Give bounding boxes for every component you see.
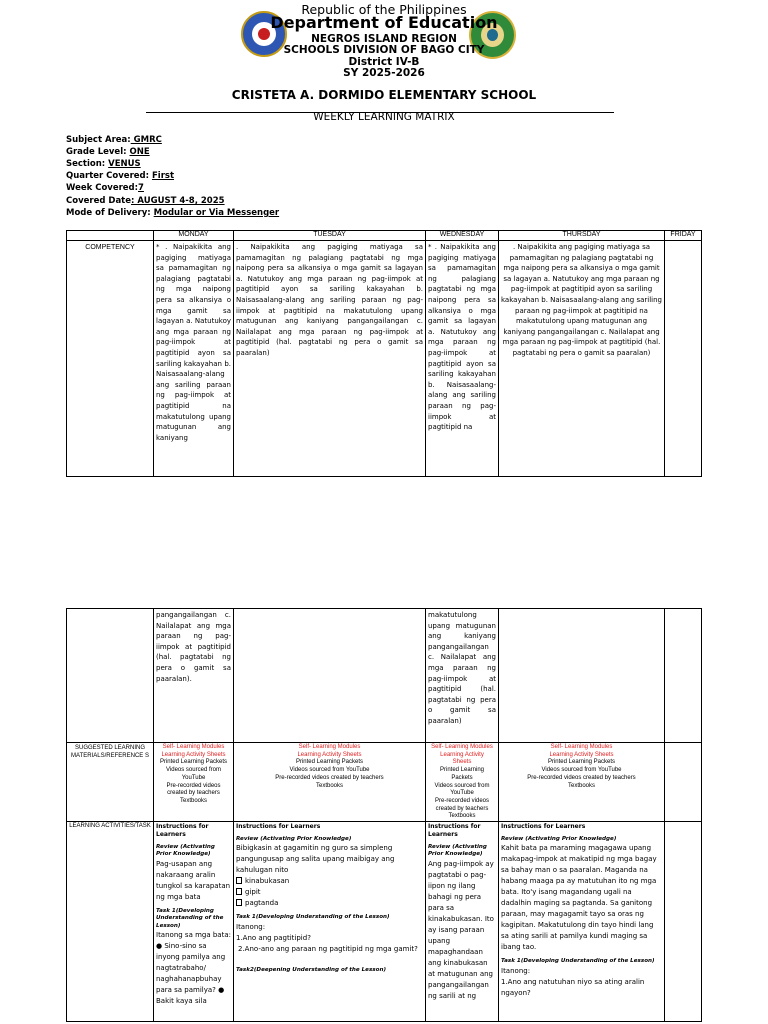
competency-friday [665,241,702,477]
material-prerec: Pre-recorded videos created by teachers [527,774,636,781]
department-heading: Department of Education [270,13,498,32]
week-covered: Week Covered:7 [66,183,144,193]
row-label-competency: COMPETENCY [67,241,154,477]
activities-wednesday [426,822,499,1022]
review-heading: Review (Activating Prior Knowledge) [501,836,617,843]
review-text: Pag-usapan ang nakaraang aralin tungkol sa karapatan ng mga bata [156,859,231,901]
row-label-materials: SUGGESTED LEARNING MATERIALS/REFERENCE S [67,743,154,822]
material-youtube: Videos sourced from YouTube [289,767,370,774]
corner-cell [67,231,154,241]
competency-text: * . Naipakikita ang pagiging matiyaga sa pamamagitan ng palagiang pagtatabi ng mga naipong pera sa alkansiya o mga gamit sa lagayan a. Natutukoy ang mga paraan ng pag-iimpok at pagtitipid ayon sa sariling kakayahan b. Naisasaalang-alang ang sariling paraan ng pag-iimpok at pagtitipid na makatutulong upang matugunan ang kaniyang [156,243,231,442]
material-packets: Printed Learning Packets [547,759,616,766]
competency-thursday [499,241,665,477]
activities-friday [665,822,702,1022]
learning-matrix-table-page2 [66,608,702,1022]
material-slm: Self- Learning Modules [550,744,613,750]
material-slm: Self- Learning Modules [162,744,225,750]
materials-thursday [499,743,665,822]
materials-friday [665,743,702,822]
itanong-label: Itanong: [501,966,531,975]
task1-heading: Task 1(Developing Understanding of the Lesson) [236,914,390,921]
competency-text: * . Naipakikita ang pagiging matiyaga sa pamamagitan ng palagiang pagtatabi ng mga naipong pera sa alkansiya o mga gamit sa lagayan a. Natutukoy ang mga paraan ng pag-iimpok at pagtitipid ayon sa sariling kakayahan b. Naisasaalang-alang ang sariling paraan ng pag-iimpok at pagtitipid na [428,243,496,432]
task1-heading: Task 1(Developing Understanding of the Lesson) [501,958,655,965]
day-header-monday: MONDAY [154,231,234,241]
material-textbooks: Textbooks [315,782,343,789]
row-label-activities: LEARNING ACTIVITIES/TASK [67,822,154,1022]
section: Section: VENUS [66,159,141,169]
instructions-heading: Instructions for Learners [236,823,321,831]
material-las-2: Sheets [452,759,472,766]
checkbox-icon [236,888,242,895]
competency-wednesday [426,241,499,477]
material-packets: Printed Learning Packets [159,759,228,766]
activities-thursday [499,822,665,1022]
material-las: Learning Activity Sheets [549,751,614,758]
activities-tuesday [234,822,426,1022]
material-prerec-2: created by teachers [167,790,220,797]
question-1: 1.Ano ang natutuhan niyo sa ating aralin ngayon? [501,977,645,997]
checkbox-icon [236,877,242,884]
competency-text: pangangailangan c. Nailalapat ang mga paraan ng pag-iimpok at pagtitipid (hal. pagtatabi ng pera o gamit sa paaralan). [156,611,231,683]
materials-monday [154,743,234,822]
competency-continued-label [67,609,154,743]
school-name: CRISTETA A. DORMIDO ELEMENTARY SCHOOL [231,88,537,102]
division-heading: SCHOOLS DIVISION OF BAGO CITY [283,44,485,56]
material-packets-1: Printed Learning [439,767,485,774]
material-youtube-1: Videos sourced from [166,767,221,774]
material-las-1: Learning Activity [440,751,484,758]
materials-tuesday [234,743,426,822]
material-textbooks: Textbooks [448,813,476,820]
competency-text: . Naipakikita ang pagiging matiyaga sa pamamagitan ng palagiang pagtatabi ng mga naipong pera sa alkansiya o mga gamit sa lagayan a. Natutukoy ang mga paraan ng pag-iimpok at pagtitipid ayon sa sariling kakayahan b. Naisasaalang-alang ang sariling paraan ng pag-iimpok at pagtitipid na makatutulong upang matugunan ang kaniyang pangangailangan c. Nailalapat ang mga paraan ng pag-iimpok at pagtitipid (hal. pagtatabi ng pera o gamit sa paaralan) [501,243,662,357]
task1-heading: Task 1(Developing Understanding of the Lesson) [156,907,224,929]
school-year: SY 2025-2026 [343,67,425,79]
competency-text: makatutulong upang matugunan ang kaniyang pangangailangan c. Nailalapat ang mga paraan ng pag-iimpok at pagtitipid (hal. pagtatabi ng pera o gamit sa paaralan) [428,611,496,725]
competency-friday-continued [665,609,702,743]
quarter-covered: Quarter Covered: First [66,171,175,181]
district-heading: District IV-B [348,56,420,68]
material-prerec-1: Pre-recorded videos [434,797,490,804]
region-heading: NEGROS ISLAND REGION [311,33,457,45]
question-2: 2.Ano-ano ang paraan ng pagtitipid ng mga gamit? [238,944,418,953]
task2-heading: Task2(Deepening Understanding of the Lesson) [236,966,387,973]
material-slm: Self- Learning Modules [431,744,493,750]
learning-matrix-table-page1 [66,230,702,477]
material-prerec-2: created by teachers [435,805,489,812]
itanong-label: Itanong: [236,922,266,931]
material-youtube-2: YouTube [181,774,206,781]
grade-level: Grade Level: ONE [66,147,150,157]
mode-of-delivery: Mode of Delivery: Modular or Via Messenger [66,208,280,218]
vocab-item-2: gipit [236,887,423,898]
material-textbooks: Textbooks [179,797,207,804]
material-youtube-1: Videos sourced from [434,782,490,789]
instructions-heading: Instructions for Learners [156,823,209,839]
review-heading: Review (Activating Prior Knowledge) [236,836,352,843]
competency-tuesday [234,241,426,477]
review-text: Bibigkasin at gagamitin ng guro sa simpleng pangungusap ang salita upang maibigay ang kahulugan nito [236,844,395,875]
instructions-heading: Instructions for Learners [428,823,481,839]
day-header-tuesday: TUESDAY [234,231,426,241]
review-heading: Review (Activating Prior Knowledge) [156,844,215,858]
vocab-item-3: pagtanda [236,898,423,909]
competency-monday [154,241,234,477]
vocab-item-1: kinabukasan [236,876,423,887]
day-header-friday: FRIDAY [665,231,702,241]
instructions-heading: Instructions for Learners [501,823,586,831]
task1-text: Itanong sa mga bata: ● Sino-sino sa inyong pamilya ang nagtatrabaho/ naghahanapbuhay para sa pamilya? ● Bakit kaya sila [156,931,231,1006]
material-youtube-2: YouTube [450,790,474,797]
checkbox-icon [236,899,242,906]
competency-text: . Naipakikita ang pagiging matiyaga sa pamamagitan ng palagiang pagtatabi ng mga naipong pera sa alkansiya o mga gamit sa lagayan a. Natutukoy ang mga paraan ng pag-iimpok at pagtitipid ayon sa sariling kakayahan b. Naisasaalang-alang ang sariling paraan ng pag-iimpok at pagtitipid na makatutulong upang matugunan ang kaniyang pangangailangan c. Nailalapat ang mga paraan ng pag-iimpok at pagtitipid (hal. pagtatabi ng pera o gamit sa paaralan) [236,243,423,357]
question-1: 1.Ano ang pagtitipid? [236,933,311,942]
material-youtube: Videos sourced from YouTube [541,767,622,774]
activities-monday [154,822,234,1022]
competency-wednesday-continued [426,609,499,743]
review-heading: Review (Activating Prior Knowledge) [428,844,487,858]
competency-tuesday-continued [234,609,426,743]
material-prerec-1: Pre-recorded videos [166,782,221,789]
material-prerec: Pre-recorded videos created by teachers [275,774,384,781]
material-slm: Self- Learning Modules [298,744,361,750]
competency-thursday-continued [499,609,665,743]
day-header-thursday: THURSDAY [499,231,665,241]
materials-wednesday [426,743,499,822]
material-textbooks: Textbooks [567,782,595,789]
material-packets-2: Packets [451,774,473,781]
day-header-wednesday: WEDNESDAY [426,231,499,241]
document-title: WEEKLY LEARNING MATRIX [313,111,455,123]
covered-date: Covered Date: AUGUST 4-8, 2025 [66,196,225,206]
review-text: Kahit bata pa maraming magagawa upang makapag-impok at makatipid ng mga bagay sa bahay man o sa paaralan. Maganda na habang maaga pa ay matutuhan ito ng mga bata. Ito'y isang magandang ugali na dadalhin maging sa pagtanda. Sa ganitong paraan, may magagamit tayo sa oras ng kagipitan. Makatutulong din tayo hindi lang sa ating sarili at pamilya kundi maging sa ibang tao. [501,844,657,952]
subject-area: Subject Area: GMRC [66,135,162,145]
material-packets: Printed Learning Packets [295,759,364,766]
material-las: Learning Activity Sheets [161,751,226,758]
review-text: Ang pag-iimpok ay pagtatabi o pag-iipon ng ilang bahagi ng pera para sa kinakabukasan. Ito ay isang paraan upang mapaghandaan ang kinabukasan at matugunan ang pangangailangan ng sarili at ng [428,859,494,1000]
republic-heading: Republic of the Philippines [301,2,467,17]
competency-monday-continued [154,609,234,743]
material-las: Learning Activity Sheets [297,751,362,758]
